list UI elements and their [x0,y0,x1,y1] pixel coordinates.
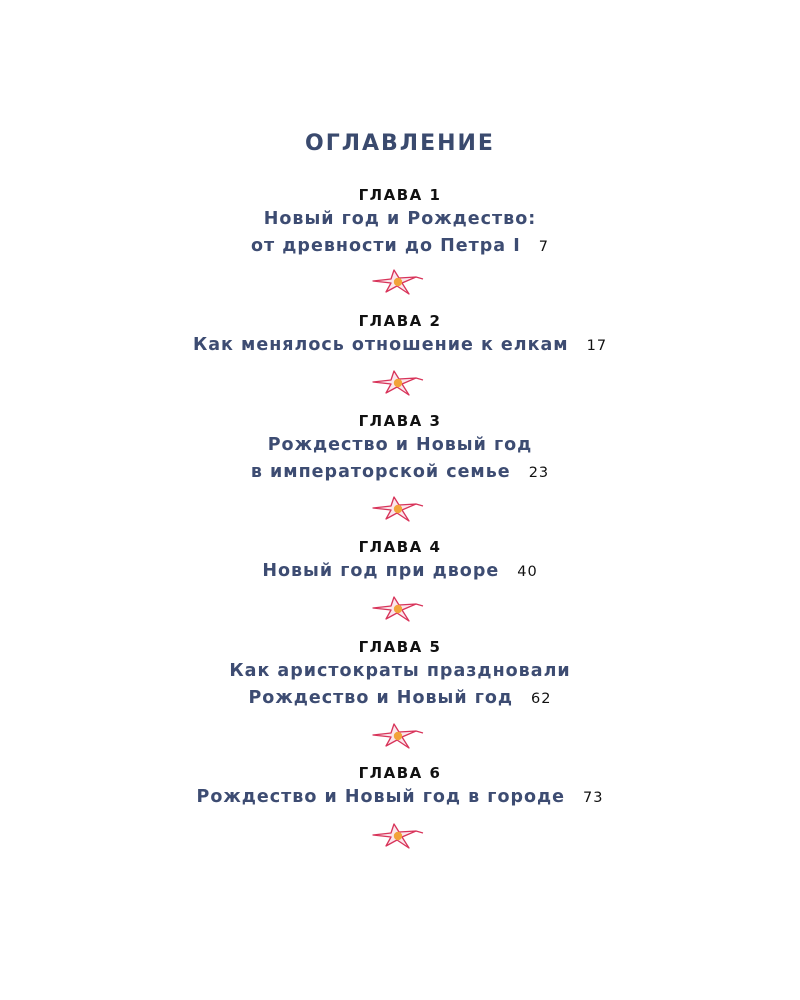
chapter-title-line-2 [0,332,800,360]
chapter-entry-3[interactable] [0,410,800,487]
chapter-title-line-2 [0,685,800,713]
chapter-entry-4[interactable] [0,536,800,586]
chapter-label: ГЛАВА 4 [358,538,442,556]
chapter-title-text: Как менялось отношение к елкам [192,335,569,355]
chapter-title-text: Новый год при дворе [262,561,500,581]
chapter-title-text: от древности до Петра I [251,236,521,256]
chapter-entry-2[interactable] [0,310,800,360]
star-ornament-icon [372,495,424,523]
chapter-title-text: Рождество и Новый год в городе [196,787,566,807]
chapter-title-line-2 [0,233,800,261]
page-title: ОГЛАВЛЕНИЕ [305,131,495,156]
chapter-entry-5[interactable] [0,636,800,713]
chapter-label: ГЛАВА 5 [358,638,442,656]
chapter-page-number: 73 [583,790,604,806]
chapter-page-number: 62 [531,691,552,707]
chapter-title-text: в императорской семье [250,462,511,482]
chapter-title-line-1: Новый год и Рождество: [263,209,537,229]
chapter-page-number: 40 [517,564,538,580]
chapter-label: ГЛАВА 3 [358,412,442,430]
chapter-entry-1[interactable] [0,184,800,261]
chapter-page-number: 17 [586,338,608,354]
star-ornament-icon [372,268,424,296]
chapter-title-line-1: Как аристократы праздновали [229,661,571,681]
chapter-page-number: 7 [538,239,549,255]
star-ornament-icon [372,595,424,623]
chapter-label: ГЛАВА 2 [358,312,442,330]
chapter-title-line-2 [0,558,800,586]
star-ornament-icon [372,369,424,397]
chapter-title-text: Рождество и Новый год [248,688,514,708]
chapter-label: ГЛАВА 6 [358,764,442,782]
chapter-title-line-2 [0,459,800,487]
chapter-entry-6[interactable] [0,762,800,812]
chapter-title-line-2 [0,784,800,812]
chapter-page-number: 23 [528,465,550,481]
chapter-label: ГЛАВА 1 [358,186,442,204]
chapter-title-line-1: Рождество и Новый год [267,435,533,455]
star-ornament-icon [372,822,424,850]
star-ornament-icon [372,722,424,750]
